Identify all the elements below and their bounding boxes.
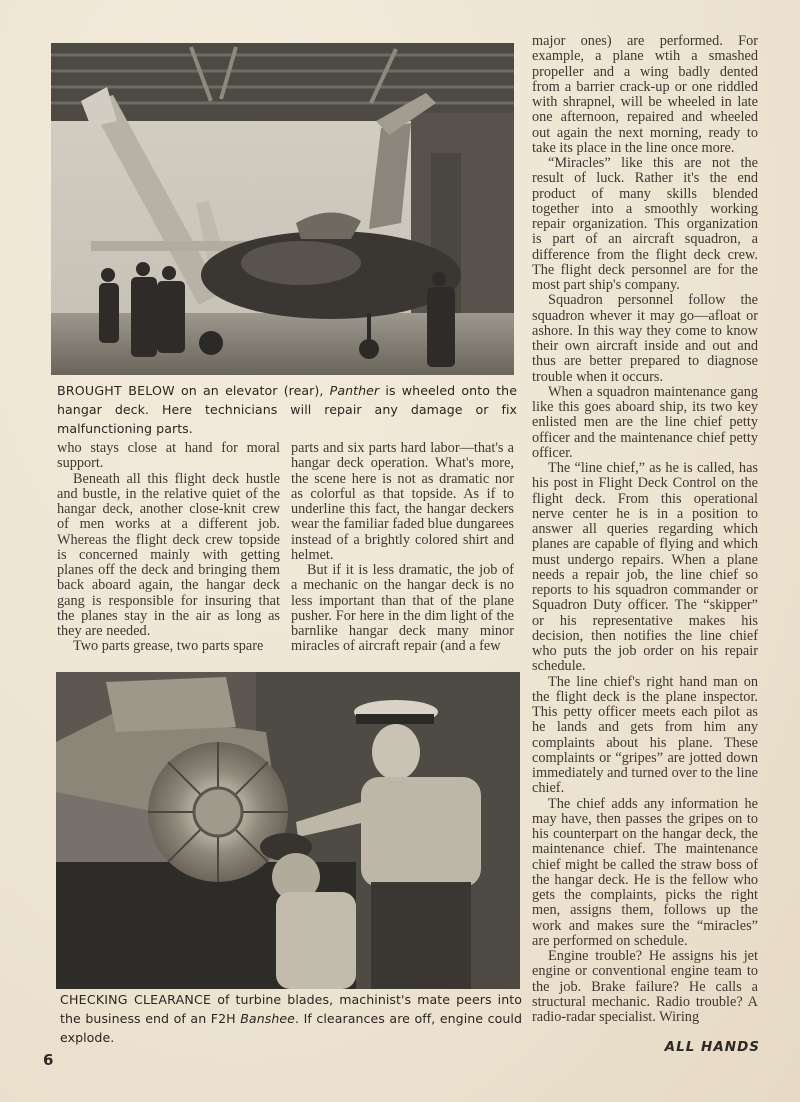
paragraph: But if it is less dramatic, the job of a mechanic on the hangar deck is no less important than that of the plane pusher. For here in the dim light of the barnlike hangar deck many minor miracles of aircraft repair (and a few: [291, 562, 514, 655]
paragraph: who stays close at hand for moral support.: [57, 440, 280, 472]
banshee-turbine-photo-illustration: [56, 672, 520, 989]
panther-jet-photo-illustration: [51, 43, 514, 375]
caption-text: is wheeled onto the hangar deck. Here technicians will repair any damage or fix malfunctioning parts.: [57, 383, 518, 436]
paragraph: The chief adds any information he may have, then passes the gripes on to his counterpart on the hangar deck, the maintenance chief. The maintenance chief might be called the straw boss of the hangar deck. He is the fellow who gets the complaints, picks the right men, assigns them, follows up the work and makes sure the “miracles” are performed on schedule.: [532, 795, 758, 949]
paragraph: The “line chief,” as he is called, has his post in Flight Deck Control on the flight deck. From this operational nerve center he is in a position to answer all queries regarding which planes are capable of flying and which must undergo repairs. When a plane needs a repair job, the line chief so reports to his squadron commander or Squadron Duty officer. The “skipper” or his representative makes his decision, then notifies the line chief who puts the job order on his repair schedule.: [532, 460, 758, 675]
page-number: 6: [43, 1051, 54, 1069]
paragraph: Engine trouble? He assigns his jet engine or conventional engine team to the job. Brake failure? He calls a structural mechanic. Radio trouble? A radio-radar specialist. Wiring: [532, 948, 758, 1025]
paragraph: The line chief's right hand man on the flight deck is the plane inspector. This petty officer meets each pilot as he lands and gets from him any complaints about his plane. These complaints or “gripes” are jotted down immediately and turned over to the line chief.: [532, 673, 758, 797]
magazine-name: ALL HANDS: [664, 1039, 760, 1055]
paragraph: parts and six parts hard labor—that's a hangar deck operation. What's more, the scene here is not as dramatic nor as colorful as that topside. As if to underline this fact, the hangar deckers wear the familiar faded blue dungarees instead of a brightly colored shirt and helmet.: [291, 440, 514, 563]
caption-lead: BROUGHT BELOW: [57, 383, 175, 398]
article-column-right: [532, 34, 758, 1025]
photo-panther-hangar: [51, 43, 514, 375]
photo-banshee-turbine: [56, 672, 520, 989]
paragraph: “Miracles” like this are not the result of luck. Rather it's the end product of many skills blended together into a smoothly working repair organization. This organization is part of an aircraft squadron, a difference from the flight deck crew. The flight deck personnel are for the most part ship's company.: [532, 155, 758, 293]
caption-aircraft-name: Panther: [329, 383, 380, 398]
paragraph: major ones) are performed. For example, a plane wtih a smashed propeller and a wing badly dented from a barrier crack-up or one riddled with shrapnel, will be wheeled in late one afternoon, repaired and wheeled out again the next morning, ready to take its place in the line once more.: [532, 33, 758, 156]
caption-text: of turbine blades, machinist's mate peers into the business end of an F2H: [60, 992, 522, 1026]
caption-text: on an elevator (rear),: [174, 383, 330, 398]
caption-lead: CHECKING CLEARANCE: [60, 992, 212, 1007]
caption-aircraft-name: Banshee: [240, 1011, 295, 1026]
paragraph: When a squadron maintenance gang like this goes aboard ship, its two key enlisted men are the line chief petty officer and the maintenance chief petty officer.: [532, 383, 758, 461]
paragraph: Two parts grease, two parts spare: [73, 638, 264, 655]
paragraph: Squadron personnel follow the squadron whever it may go—afloat or ashore. In this way they come to know their own aircraft inside and out and thus are better prepared to diagnose trouble when it occurs.: [532, 292, 758, 385]
caption-text: . If clearances are off, engine could explode.: [60, 1011, 522, 1045]
article-column-left: [57, 441, 280, 655]
paragraph: Beneath all this flight deck hustle and bustle, in the relative quiet of the hangar deck, another close-knit crew of men works at a different job. Whereas the flight deck crew topside is concerned mainly with getting planes off the deck and bringing them back aboard again, the hangar deck gang is responsible for insuring that the planes stay in the air as long as they are needed.: [57, 470, 280, 639]
photo-caption-bottom: [60, 990, 522, 1047]
article-column-middle: [291, 441, 514, 655]
photo-caption-top: [57, 381, 517, 438]
